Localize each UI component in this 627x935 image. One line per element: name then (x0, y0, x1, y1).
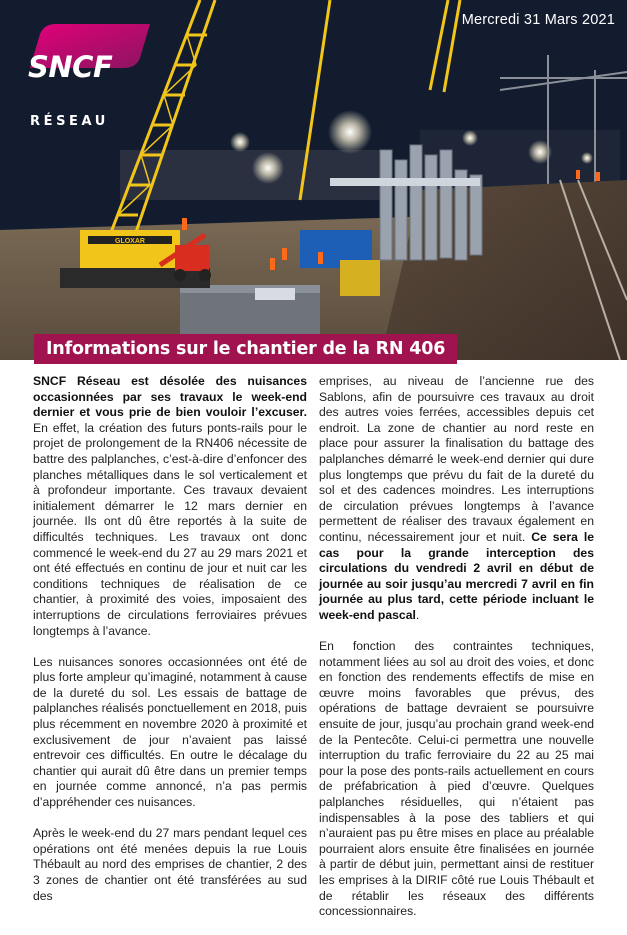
crane-brand-label: GLOXAR (115, 238, 145, 245)
paragraph-body: emprises, au niveau de l’ancienne rue des Sablons, afin de poursuivre ces travaux au droit des autres voies ferrées, accessibles depuis cet endroit. La zone de chantier au nord reste en place pour assurer la finalisation du battage des palplanches démarré le week-end dernier qui dure plus longtemps que prévu du fait de la dureté du sol et des cadences moindres. Les interruptions de circulation prévues longtemps à l’avance permettent de réaliser des travaux également en continu, nécessairement jour et nuit. (319, 374, 594, 544)
issue-date: Mercredi 31 Mars 2021 (461, 12, 615, 28)
paragraph (319, 374, 594, 624)
logo-subtitle: RÉSEAU (30, 114, 109, 129)
paragraph-end: . (415, 607, 420, 622)
paragraph: En fonction des contraintes techniques, notamment liées au sol au droit des voies, et donc en fonction des rendements effectifs de mise en œuvre moins favorables que prévus, des opérations de battage devraient se poursuivre ensuite de jour, jusqu’au prochain grand week-end de la Pentecôte. Celui-ci permettra une nouvelle interruption du trafic ferroviaire du 22 au 25 mai pour la pose des ponts-rails actuellement en cours de préfabrication à pied d’œuvre. Quelques palplanches résiduelles, qui n’étaient pas indispensables à la pose des tabliers et qui n’auraient pas pu être mises en place au préalable pourraient alors ensuite être finalisées en journée à partir de début juin, permettant ainsi de restituer les emprises à la DIRIF côté rue Louis Thébault et de rétablir les réseaux des différents concessionnaires. (319, 639, 594, 919)
paragraph: Après le week-end du 27 mars pendant lequel ces opérations ont été menées depuis la rue Louis Thébault au nord des emprises de chantier, 2 des 3 zones de chantier ont été transférées au sud des (33, 826, 307, 903)
hero-photo (0, 0, 627, 360)
article-column-left (33, 374, 307, 920)
article-column-right (319, 374, 594, 935)
paragraph-body: En effet, la création des futurs ponts-rails pour le projet de prolongement de la RN406 nécessite de battre des palplanches, c’est-à-dire d’enfoncer des planches métalliques dans le sol verticalement et à profondeur importante. Ces travaux devaient initialement démarrer le 12 mars dernier en journée. Ils ont dû être reportés à la suite de difficultés techniques. Les travaux ont donc commencé le week-end du 27 au 29 mars 2021 et ont été effectués en continu de jour et nuit car les conditions techniques de réalisation de ce chantier, à proximité des voies, imposaient des interruptions de circulations ferroviaires prévues longtemps à l’avance. (33, 420, 307, 638)
logo-wordmark: SNCF (28, 50, 113, 84)
paragraph: Les nuisances sonores occasionnées ont été de plus forte ampleur qu’imaginé, notamment à cause de la dureté du sol. Les essais de battage de palplanches réalisés ponctuellement en 2018, puis plus récemment en novembre 2020 à proximité et exclusivement de jour n’avaient pas laissé entrevoir ces difficultés. En outre le décalage du chantier qui aurait dû être dans un premier temps en journée comme annoncé, n’a pas permis d’appréhender ces nuisances. (33, 654, 307, 810)
highlight-bold: Ce sera le cas pour la grande interception des circulations du vendredi 2 avril en début de journée au soir jusqu’au mercredi 7 avril en fin journée au plus tard, cette période incluant le week-end pascal (319, 529, 595, 622)
paragraph (33, 374, 307, 639)
lead-bold: SNCF Réseau est désolée des nuisances occasionnées par ses travaux le week-end dernier et vous prie de bien vouloir l’excuser. (33, 374, 307, 420)
article-title: Informations sur le chantier de la RN 406 (34, 334, 457, 364)
